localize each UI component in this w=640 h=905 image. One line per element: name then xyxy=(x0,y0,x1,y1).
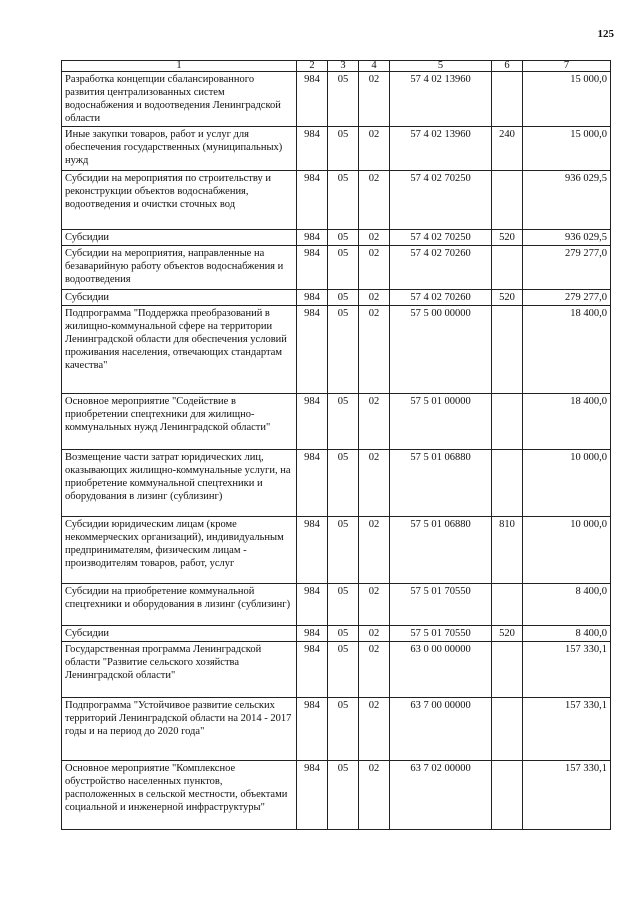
amount-cell: 8 400,0 xyxy=(523,584,611,626)
ministry-code-cell: 984 xyxy=(297,450,328,517)
table-row xyxy=(62,761,611,830)
ministry-code-cell: 984 xyxy=(297,698,328,761)
expense-type-cell xyxy=(492,394,523,450)
row-name-cell: Субсидии юридическим лицам (кроме некоммерческих организаций), индивидуальным предпринимателям, физическим лицам - производителям товаров, работ, услуг xyxy=(62,517,297,584)
subsection-code-cell: 02 xyxy=(359,698,390,761)
column-header: 2 xyxy=(297,61,328,72)
row-name-cell: Возмещение части затрат юридических лиц, оказывающих жилищно-коммунальные услуги, на приобретение коммунальной спецтехники и оборудования в лизинг (сублизинг) xyxy=(62,450,297,517)
target-article-cell: 57 5 01 00000 xyxy=(390,394,492,450)
expense-type-cell: 520 xyxy=(492,626,523,642)
row-name-cell: Субсидии на мероприятия, направленные на безаварийную работу объектов водоснабжения и водоотведения xyxy=(62,246,297,290)
expense-type-cell xyxy=(492,306,523,394)
column-header: 3 xyxy=(328,61,359,72)
ministry-code-cell: 984 xyxy=(297,290,328,306)
expense-type-cell: 810 xyxy=(492,517,523,584)
target-article-cell: 57 5 01 70550 xyxy=(390,626,492,642)
ministry-code-cell: 984 xyxy=(297,584,328,626)
ministry-code-cell: 984 xyxy=(297,517,328,584)
table-row xyxy=(62,698,611,761)
ministry-code-cell: 984 xyxy=(297,246,328,290)
amount-cell: 279 277,0 xyxy=(523,246,611,290)
subsection-code-cell: 02 xyxy=(359,394,390,450)
amount-cell: 936 029,5 xyxy=(523,171,611,230)
subsection-code-cell: 02 xyxy=(359,171,390,230)
column-header: 4 xyxy=(359,61,390,72)
expense-type-cell xyxy=(492,698,523,761)
expense-type-cell: 520 xyxy=(492,290,523,306)
subsection-code-cell: 02 xyxy=(359,290,390,306)
table-row xyxy=(62,72,611,127)
section-code-cell: 05 xyxy=(328,450,359,517)
table-row xyxy=(62,394,611,450)
subsection-code-cell: 02 xyxy=(359,584,390,626)
target-article-cell: 57 5 01 70550 xyxy=(390,584,492,626)
row-name-cell: Субсидии на мероприятия по строительству и реконструкции объектов водоснабжения, водоотведения и очистки сточных вод xyxy=(62,171,297,230)
column-number-row xyxy=(62,61,611,72)
subsection-code-cell: 02 xyxy=(359,626,390,642)
section-code-cell: 05 xyxy=(328,761,359,830)
target-article-cell: 57 4 02 70250 xyxy=(390,171,492,230)
section-code-cell: 05 xyxy=(328,306,359,394)
expense-type-cell xyxy=(492,584,523,626)
row-name-cell: Разработка концепции сбалансированного развития централизованных систем водоснабжения и водоотведения Ленинградской области xyxy=(62,72,297,127)
amount-cell: 10 000,0 xyxy=(523,450,611,517)
section-code-cell: 05 xyxy=(328,246,359,290)
expense-type-cell: 240 xyxy=(492,127,523,171)
subsection-code-cell: 02 xyxy=(359,450,390,517)
expense-type-cell: 520 xyxy=(492,230,523,246)
table-row xyxy=(62,127,611,171)
ministry-code-cell: 984 xyxy=(297,127,328,171)
row-name-cell: Субсидии на приобретение коммунальной спецтехники и оборудования в лизинг (сублизинг) xyxy=(62,584,297,626)
section-code-cell: 05 xyxy=(328,698,359,761)
target-article-cell: 63 7 00 00000 xyxy=(390,698,492,761)
amount-cell: 157 330,1 xyxy=(523,642,611,698)
target-article-cell: 63 7 02 00000 xyxy=(390,761,492,830)
ministry-code-cell: 984 xyxy=(297,642,328,698)
amount-cell: 15 000,0 xyxy=(523,127,611,171)
table-row xyxy=(62,642,611,698)
section-code-cell: 05 xyxy=(328,517,359,584)
column-header: 6 xyxy=(492,61,523,72)
table-row xyxy=(62,171,611,230)
row-name-cell: Государственная программа Ленинградской области "Развитие сельского хозяйства Ленинградской области" xyxy=(62,642,297,698)
ministry-code-cell: 984 xyxy=(297,306,328,394)
target-article-cell: 57 4 02 70260 xyxy=(390,290,492,306)
target-article-cell: 57 4 02 70250 xyxy=(390,230,492,246)
expense-type-cell xyxy=(492,642,523,698)
amount-cell: 157 330,1 xyxy=(523,698,611,761)
ministry-code-cell: 984 xyxy=(297,394,328,450)
target-article-cell: 57 4 02 13960 xyxy=(390,127,492,171)
target-article-cell: 57 4 02 13960 xyxy=(390,72,492,127)
page-number: 125 xyxy=(597,28,614,40)
amount-cell: 279 277,0 xyxy=(523,290,611,306)
amount-cell: 18 400,0 xyxy=(523,394,611,450)
column-header: 7 xyxy=(523,61,611,72)
table-row xyxy=(62,584,611,626)
ministry-code-cell: 984 xyxy=(297,72,328,127)
subsection-code-cell: 02 xyxy=(359,306,390,394)
subsection-code-cell: 02 xyxy=(359,246,390,290)
target-article-cell: 63 0 00 00000 xyxy=(390,642,492,698)
subsection-code-cell: 02 xyxy=(359,72,390,127)
table-row xyxy=(62,517,611,584)
expense-type-cell xyxy=(492,171,523,230)
row-name-cell: Основное мероприятие "Содействие в приобретении спецтехники для жилищно-коммунальных нужд Ленинградской области" xyxy=(62,394,297,450)
ministry-code-cell: 984 xyxy=(297,230,328,246)
ministry-code-cell: 984 xyxy=(297,761,328,830)
row-name-cell: Субсидии xyxy=(62,230,297,246)
amount-cell: 15 000,0 xyxy=(523,72,611,127)
row-name-cell: Иные закупки товаров, работ и услуг для обеспечения государственных (муниципальных) нужд xyxy=(62,127,297,171)
section-code-cell: 05 xyxy=(328,626,359,642)
budget-table xyxy=(61,60,611,830)
amount-cell: 10 000,0 xyxy=(523,517,611,584)
row-name-cell: Субсидии xyxy=(62,626,297,642)
subsection-code-cell: 02 xyxy=(359,517,390,584)
table-row xyxy=(62,230,611,246)
section-code-cell: 05 xyxy=(328,127,359,171)
ministry-code-cell: 984 xyxy=(297,626,328,642)
subsection-code-cell: 02 xyxy=(359,761,390,830)
target-article-cell: 57 5 01 06880 xyxy=(390,450,492,517)
section-code-cell: 05 xyxy=(328,394,359,450)
expense-type-cell xyxy=(492,72,523,127)
expense-type-cell xyxy=(492,246,523,290)
table-row xyxy=(62,450,611,517)
section-code-cell: 05 xyxy=(328,230,359,246)
section-code-cell: 05 xyxy=(328,642,359,698)
section-code-cell: 05 xyxy=(328,584,359,626)
section-code-cell: 05 xyxy=(328,171,359,230)
column-header: 1 xyxy=(62,61,297,72)
section-code-cell: 05 xyxy=(328,72,359,127)
row-name-cell: Основное мероприятие "Комплексное обустройство населенных пунктов, расположенных в сельской местности, объектами социальной и инженерной инфраструктуры" xyxy=(62,761,297,830)
row-name-cell: Подпрограмма "Поддержка преобразований в жилищно-коммунальной сфере на территории Ленинградской области для обеспечения условий проживания населения, отвечающих стандартам качества" xyxy=(62,306,297,394)
subsection-code-cell: 02 xyxy=(359,127,390,171)
table-row xyxy=(62,246,611,290)
amount-cell: 936 029,5 xyxy=(523,230,611,246)
amount-cell: 8 400,0 xyxy=(523,626,611,642)
column-header: 5 xyxy=(390,61,492,72)
expense-type-cell xyxy=(492,450,523,517)
subsection-code-cell: 02 xyxy=(359,642,390,698)
target-article-cell: 57 5 00 00000 xyxy=(390,306,492,394)
target-article-cell: 57 5 01 06880 xyxy=(390,517,492,584)
table-row xyxy=(62,626,611,642)
table-row xyxy=(62,306,611,394)
subsection-code-cell: 02 xyxy=(359,230,390,246)
amount-cell: 157 330,1 xyxy=(523,761,611,830)
section-code-cell: 05 xyxy=(328,290,359,306)
expense-type-cell xyxy=(492,761,523,830)
ministry-code-cell: 984 xyxy=(297,171,328,230)
row-name-cell: Подпрограмма "Устойчивое развитие сельских территорий Ленинградской области на 2014 - 2017 годы и на период до 2020 года" xyxy=(62,698,297,761)
row-name-cell: Субсидии xyxy=(62,290,297,306)
amount-cell: 18 400,0 xyxy=(523,306,611,394)
target-article-cell: 57 4 02 70260 xyxy=(390,246,492,290)
table-row xyxy=(62,290,611,306)
